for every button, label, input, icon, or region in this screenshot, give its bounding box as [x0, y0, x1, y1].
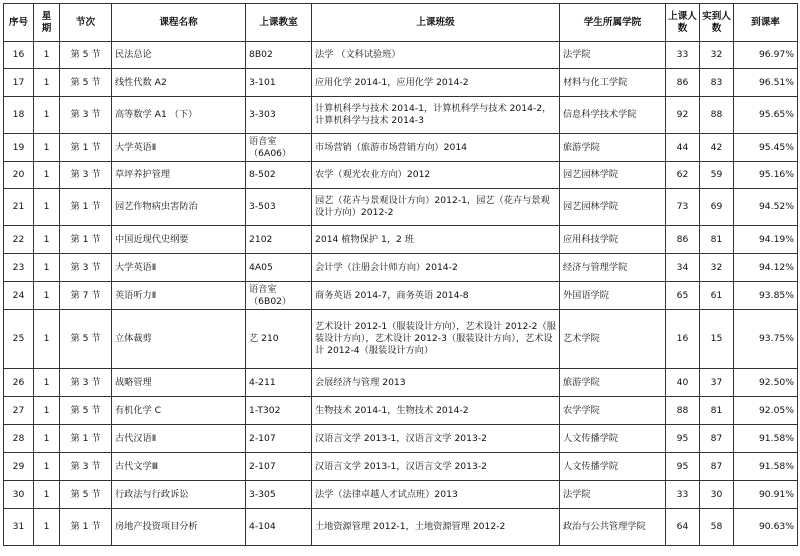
- cell-period: 第 1 节: [60, 189, 112, 226]
- cell-enrolled: 88: [666, 397, 700, 425]
- cell-id: 24: [4, 282, 34, 310]
- cell-rate: 95.45%: [734, 134, 798, 162]
- cell-enrolled: 40: [666, 369, 700, 397]
- cell-rate: 94.52%: [734, 189, 798, 226]
- cell-room: 4A05: [246, 254, 312, 282]
- col-header-college: 学生所属学院: [560, 4, 666, 42]
- cell-present: 81: [700, 397, 734, 425]
- cell-present: 69: [700, 189, 734, 226]
- cell-college: 法学院: [560, 42, 666, 69]
- cell-room: 1-T302: [246, 397, 312, 425]
- table-row: [4, 97, 798, 134]
- cell-course: 高等数学 A1 （下）: [112, 97, 246, 134]
- cell-id: 25: [4, 310, 34, 369]
- cell-classes: 艺术设计 2012-1（服装设计方向），艺术设计 2012-2（服装设计方向），艺术设计 2012-3（服装设计方向），艺术设计 2012-4（服装设计方向）: [312, 310, 560, 369]
- cell-period: 第 5 节: [60, 310, 112, 369]
- cell-enrolled: 65: [666, 282, 700, 310]
- cell-course: 大学英语Ⅱ: [112, 254, 246, 282]
- cell-period: 第 1 节: [60, 425, 112, 453]
- cell-course: 中国近现代史纲要: [112, 226, 246, 254]
- cell-enrolled: 33: [666, 42, 700, 69]
- cell-day: 1: [34, 226, 60, 254]
- cell-course: 园艺作物病虫害防治: [112, 189, 246, 226]
- cell-room: 3-503: [246, 189, 312, 226]
- cell-present: 15: [700, 310, 734, 369]
- cell-present: 83: [700, 69, 734, 97]
- cell-rate: 96.51%: [734, 69, 798, 97]
- cell-room: 3-305: [246, 481, 312, 509]
- cell-room: 4-104: [246, 509, 312, 546]
- cell-room: 3-303: [246, 97, 312, 134]
- cell-course: 有机化学 C: [112, 397, 246, 425]
- cell-id: 21: [4, 189, 34, 226]
- cell-id: 22: [4, 226, 34, 254]
- cell-period: 第 5 节: [60, 69, 112, 97]
- table-row: [4, 254, 798, 282]
- cell-present: 37: [700, 369, 734, 397]
- cell-period: 第 7 节: [60, 282, 112, 310]
- cell-day: 1: [34, 162, 60, 189]
- cell-rate: 95.16%: [734, 162, 798, 189]
- cell-college: 人文传播学院: [560, 425, 666, 453]
- cell-course: 线性代数 A2: [112, 69, 246, 97]
- cell-classes: 会计学（注册会计师方向）2014-2: [312, 254, 560, 282]
- col-header-enrolled: 上课人数: [666, 4, 700, 42]
- cell-rate: 94.12%: [734, 254, 798, 282]
- cell-course: 房地产投资项目分析: [112, 509, 246, 546]
- table-row: [4, 369, 798, 397]
- cell-rate: 93.85%: [734, 282, 798, 310]
- cell-present: 32: [700, 42, 734, 69]
- cell-enrolled: 64: [666, 509, 700, 546]
- cell-college: 艺术学院: [560, 310, 666, 369]
- cell-period: 第 1 节: [60, 226, 112, 254]
- cell-period: 第 3 节: [60, 97, 112, 134]
- cell-id: 28: [4, 425, 34, 453]
- col-header-period: 节次: [60, 4, 112, 42]
- table-row: [4, 134, 798, 162]
- cell-id: 31: [4, 509, 34, 546]
- cell-day: 1: [34, 69, 60, 97]
- cell-room: 8B02: [246, 42, 312, 69]
- cell-classes: 2014 植物保护 1，2 班: [312, 226, 560, 254]
- cell-college: 政治与公共管理学院: [560, 509, 666, 546]
- cell-period: 第 3 节: [60, 254, 112, 282]
- cell-id: 19: [4, 134, 34, 162]
- cell-college: 外国语学院: [560, 282, 666, 310]
- cell-college: 旅游学院: [560, 369, 666, 397]
- cell-classes: 商务英语 2014-7，商务英语 2014-8: [312, 282, 560, 310]
- table-row: [4, 162, 798, 189]
- cell-period: 第 3 节: [60, 453, 112, 481]
- col-header-day: 星期: [34, 4, 60, 42]
- cell-room: 语音室（6A06）: [246, 134, 312, 162]
- cell-room: 3-101: [246, 69, 312, 97]
- cell-course: 立体裁剪: [112, 310, 246, 369]
- cell-present: 88: [700, 97, 734, 134]
- table-row: [4, 310, 798, 369]
- cell-classes: 法学（法律卓越人才试点班）2013: [312, 481, 560, 509]
- cell-classes: 法学 （文科试验班）: [312, 42, 560, 69]
- cell-day: 1: [34, 189, 60, 226]
- cell-college: 园艺园林学院: [560, 189, 666, 226]
- cell-id: 23: [4, 254, 34, 282]
- cell-room: 4-211: [246, 369, 312, 397]
- col-header-id: 序号: [4, 4, 34, 42]
- cell-room: 2-107: [246, 453, 312, 481]
- cell-day: 1: [34, 397, 60, 425]
- cell-id: 27: [4, 397, 34, 425]
- cell-enrolled: 44: [666, 134, 700, 162]
- cell-classes: 土地资源管理 2012-1，土地资源管理 2012-2: [312, 509, 560, 546]
- table-row: [4, 282, 798, 310]
- cell-id: 17: [4, 69, 34, 97]
- cell-period: 第 5 节: [60, 42, 112, 69]
- cell-rate: 94.19%: [734, 226, 798, 254]
- cell-day: 1: [34, 481, 60, 509]
- cell-present: 59: [700, 162, 734, 189]
- cell-id: 26: [4, 369, 34, 397]
- cell-course: 英语听力Ⅱ: [112, 282, 246, 310]
- cell-day: 1: [34, 453, 60, 481]
- cell-rate: 92.50%: [734, 369, 798, 397]
- cell-present: 32: [700, 254, 734, 282]
- cell-classes: 农学（观光农业方向）2012: [312, 162, 560, 189]
- cell-day: 1: [34, 509, 60, 546]
- cell-room: 2-107: [246, 425, 312, 453]
- cell-enrolled: 95: [666, 453, 700, 481]
- cell-room: 2102: [246, 226, 312, 254]
- cell-college: 旅游学院: [560, 134, 666, 162]
- cell-enrolled: 86: [666, 69, 700, 97]
- table-row: [4, 69, 798, 97]
- cell-classes: 计算机科学与技术 2014-1，计算机科学与技术 2014-2，计算机科学与技术 2014-3: [312, 97, 560, 134]
- cell-classes: 应用化学 2014-1，应用化学 2014-2: [312, 69, 560, 97]
- cell-college: 材料与化工学院: [560, 69, 666, 97]
- cell-rate: 90.63%: [734, 509, 798, 546]
- cell-present: 58: [700, 509, 734, 546]
- cell-course: 战略管理: [112, 369, 246, 397]
- cell-course: 古代汉语Ⅱ: [112, 425, 246, 453]
- cell-college: 信息科学技术学院: [560, 97, 666, 134]
- cell-college: 经济与管理学院: [560, 254, 666, 282]
- cell-rate: 90.91%: [734, 481, 798, 509]
- cell-classes: 会展经济与管理 2013: [312, 369, 560, 397]
- cell-classes: 市场营销（旅游市场营销方向）2014: [312, 134, 560, 162]
- cell-period: 第 3 节: [60, 162, 112, 189]
- cell-day: 1: [34, 369, 60, 397]
- cell-course: 大学英语Ⅱ: [112, 134, 246, 162]
- cell-day: 1: [34, 310, 60, 369]
- header-row: [4, 4, 798, 42]
- cell-rate: 92.05%: [734, 397, 798, 425]
- cell-id: 29: [4, 453, 34, 481]
- cell-enrolled: 92: [666, 97, 700, 134]
- cell-enrolled: 33: [666, 481, 700, 509]
- cell-enrolled: 73: [666, 189, 700, 226]
- cell-classes: 园艺（花卉与景观设计方向）2012-1，园艺（花卉与景观设计方向）2012-2: [312, 189, 560, 226]
- table-row: [4, 509, 798, 546]
- cell-classes: 汉语言文学 2013-1，汉语言文学 2013-2: [312, 453, 560, 481]
- cell-college: 园艺园林学院: [560, 162, 666, 189]
- col-header-present: 实到人数: [700, 4, 734, 42]
- cell-id: 18: [4, 97, 34, 134]
- cell-course: 行政法与行政诉讼: [112, 481, 246, 509]
- cell-enrolled: 62: [666, 162, 700, 189]
- cell-present: 81: [700, 226, 734, 254]
- cell-period: 第 3 节: [60, 369, 112, 397]
- cell-course: 草坪养护管理: [112, 162, 246, 189]
- col-header-classes: 上课班级: [312, 4, 560, 42]
- cell-present: 42: [700, 134, 734, 162]
- cell-id: 30: [4, 481, 34, 509]
- table-row: [4, 481, 798, 509]
- cell-enrolled: 95: [666, 425, 700, 453]
- cell-college: 法学院: [560, 481, 666, 509]
- cell-day: 1: [34, 134, 60, 162]
- cell-room: 艺 210: [246, 310, 312, 369]
- cell-day: 1: [34, 42, 60, 69]
- cell-classes: 汉语言文学 2013-1，汉语言文学 2013-2: [312, 425, 560, 453]
- cell-room: 语音室（6B02）: [246, 282, 312, 310]
- col-header-rate: 到课率: [734, 4, 798, 42]
- cell-college: 应用科技学院: [560, 226, 666, 254]
- table-row: [4, 189, 798, 226]
- cell-room: 8-502: [246, 162, 312, 189]
- cell-period: 第 1 节: [60, 134, 112, 162]
- table-body: [4, 42, 798, 546]
- cell-period: 第 1 节: [60, 509, 112, 546]
- cell-rate: 93.75%: [734, 310, 798, 369]
- cell-period: 第 5 节: [60, 481, 112, 509]
- col-header-room: 上课教室: [246, 4, 312, 42]
- table-row: [4, 425, 798, 453]
- cell-college: 农学学院: [560, 397, 666, 425]
- table-row: [4, 397, 798, 425]
- cell-id: 16: [4, 42, 34, 69]
- cell-present: 61: [700, 282, 734, 310]
- attendance-table-container: [3, 3, 798, 546]
- cell-rate: 96.97%: [734, 42, 798, 69]
- cell-day: 1: [34, 425, 60, 453]
- cell-day: 1: [34, 282, 60, 310]
- cell-enrolled: 16: [666, 310, 700, 369]
- col-header-course: 课程名称: [112, 4, 246, 42]
- cell-enrolled: 34: [666, 254, 700, 282]
- cell-rate: 91.58%: [734, 425, 798, 453]
- cell-enrolled: 86: [666, 226, 700, 254]
- table-row: [4, 42, 798, 69]
- cell-id: 20: [4, 162, 34, 189]
- cell-period: 第 5 节: [60, 397, 112, 425]
- cell-present: 87: [700, 453, 734, 481]
- cell-classes: 生物技术 2014-1，生物技术 2014-2: [312, 397, 560, 425]
- cell-present: 87: [700, 425, 734, 453]
- cell-college: 人文传播学院: [560, 453, 666, 481]
- cell-rate: 91.58%: [734, 453, 798, 481]
- attendance-table: [3, 3, 798, 546]
- cell-course: 民法总论: [112, 42, 246, 69]
- cell-day: 1: [34, 254, 60, 282]
- cell-course: 古代文学Ⅲ: [112, 453, 246, 481]
- cell-present: 30: [700, 481, 734, 509]
- cell-day: 1: [34, 97, 60, 134]
- table-row: [4, 453, 798, 481]
- cell-rate: 95.65%: [734, 97, 798, 134]
- table-row: [4, 226, 798, 254]
